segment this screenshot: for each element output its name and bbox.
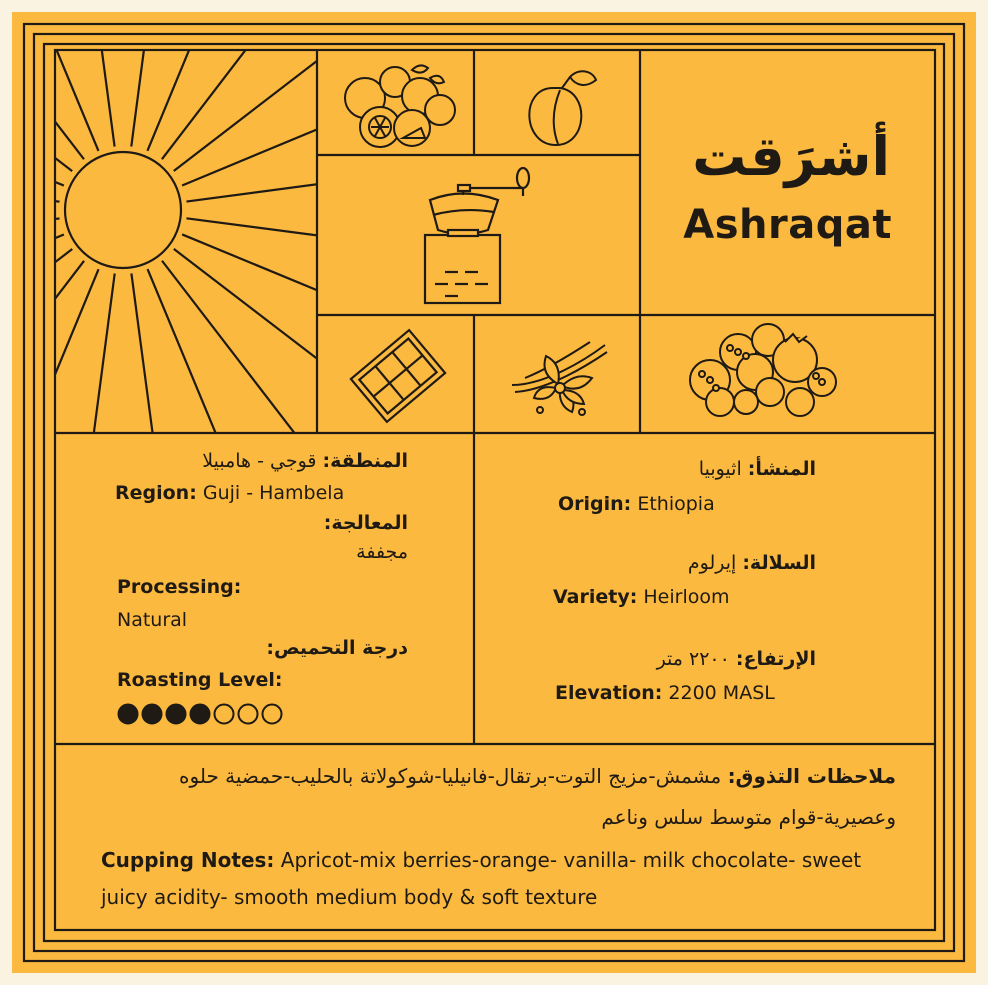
origin-en-label: Origin: <box>558 493 632 515</box>
vanilla-flower-icon <box>512 342 607 415</box>
roast-ar-label: درجة التحميص: <box>266 637 408 659</box>
sun-ray <box>131 0 177 147</box>
roast-dot-filled <box>167 705 186 724</box>
roast-dot-empty <box>263 705 282 724</box>
cupping-en-label: Cupping Notes: <box>101 848 275 872</box>
elevation-ar-value: ٢٢٠٠ متر <box>656 648 730 670</box>
sun-ray <box>0 0 72 171</box>
variety-en-label: Variety: <box>553 586 638 608</box>
roast-dot-filled <box>119 705 138 724</box>
elevation-arabic <box>657 648 816 670</box>
roast-dot-filled <box>143 705 162 724</box>
roast-dot-empty <box>239 705 258 724</box>
origin-arabic <box>699 458 816 480</box>
variety-ar-label: السلالة: <box>742 552 816 574</box>
variety-en-value: Heirloom <box>643 586 730 608</box>
mixed-berries-icon <box>690 324 836 416</box>
sun-ray <box>147 0 283 151</box>
region-ar-value: قوجي - هامبيلا <box>202 450 317 472</box>
apricot-icon <box>529 71 596 145</box>
region-en-label: Region: <box>115 482 197 504</box>
sun-ray <box>0 0 98 151</box>
sun-icon <box>0 0 539 626</box>
cupping-ar-line2: وعصيرية-قوام متوسط سلس وناعم <box>601 805 896 829</box>
roast-dot-filled <box>191 705 210 724</box>
cupping-ar-label: ملاحظات التذوق: <box>727 764 896 788</box>
cupping-arabic-line1 <box>179 764 896 788</box>
region-arabic <box>202 450 408 472</box>
cupping-english-line1 <box>101 848 861 872</box>
cupping-en-line1: Apricot-mix berries-orange- vanilla- milk chocolate- sweet <box>280 848 862 872</box>
sun-ray <box>0 156 60 202</box>
processing-ar-label: المعالجة: <box>323 512 408 534</box>
region-en-value: Guji - Hambela <box>202 482 345 504</box>
origin-en-value: Ethiopia <box>637 493 715 515</box>
elevation-en-label: Elevation: <box>555 682 663 704</box>
origin-ar-label: المنشأ: <box>747 458 816 480</box>
product-name-arabic: أشرَقت <box>692 125 890 188</box>
processing-en-label: Processing: <box>117 576 242 598</box>
origin-ar-value: اثيوبيا <box>698 458 742 480</box>
sun-ray <box>68 0 115 147</box>
elevation-en-value: 2200 MASL <box>668 682 775 704</box>
elevation-english <box>555 682 775 704</box>
cupping-en-line2: juicy acidity- smooth medium body & soft texture <box>101 885 598 909</box>
region-ar-label: المنطقة: <box>322 450 408 472</box>
elevation-ar-label: الإرتفاع: <box>735 648 816 670</box>
product-name-english: Ashraqat <box>683 202 892 248</box>
processing-en-value: Natural <box>117 609 188 631</box>
citrus-fruits-icon <box>345 65 455 147</box>
cupping-ar-line1: مشمش-مزيج التوت-برتقال-فانيليا-شوكولاتة بالحليب-حمضية حلوه <box>179 764 722 788</box>
variety-english <box>553 586 729 608</box>
variety-ar-value: إيرلوم <box>687 552 737 574</box>
processing-ar-value: مجففة <box>356 541 408 563</box>
region-english <box>115 482 344 504</box>
coffee-grinder-icon <box>425 168 529 303</box>
chocolate-bar-icon <box>351 330 445 422</box>
variety-arabic <box>688 552 816 574</box>
roast-en-label: Roasting Level: <box>117 669 283 691</box>
roast-level-dots <box>119 705 282 724</box>
sun-ray <box>0 261 84 544</box>
sun-ray <box>0 218 60 265</box>
origin-english <box>558 493 715 515</box>
roast-dot-empty <box>215 705 234 724</box>
